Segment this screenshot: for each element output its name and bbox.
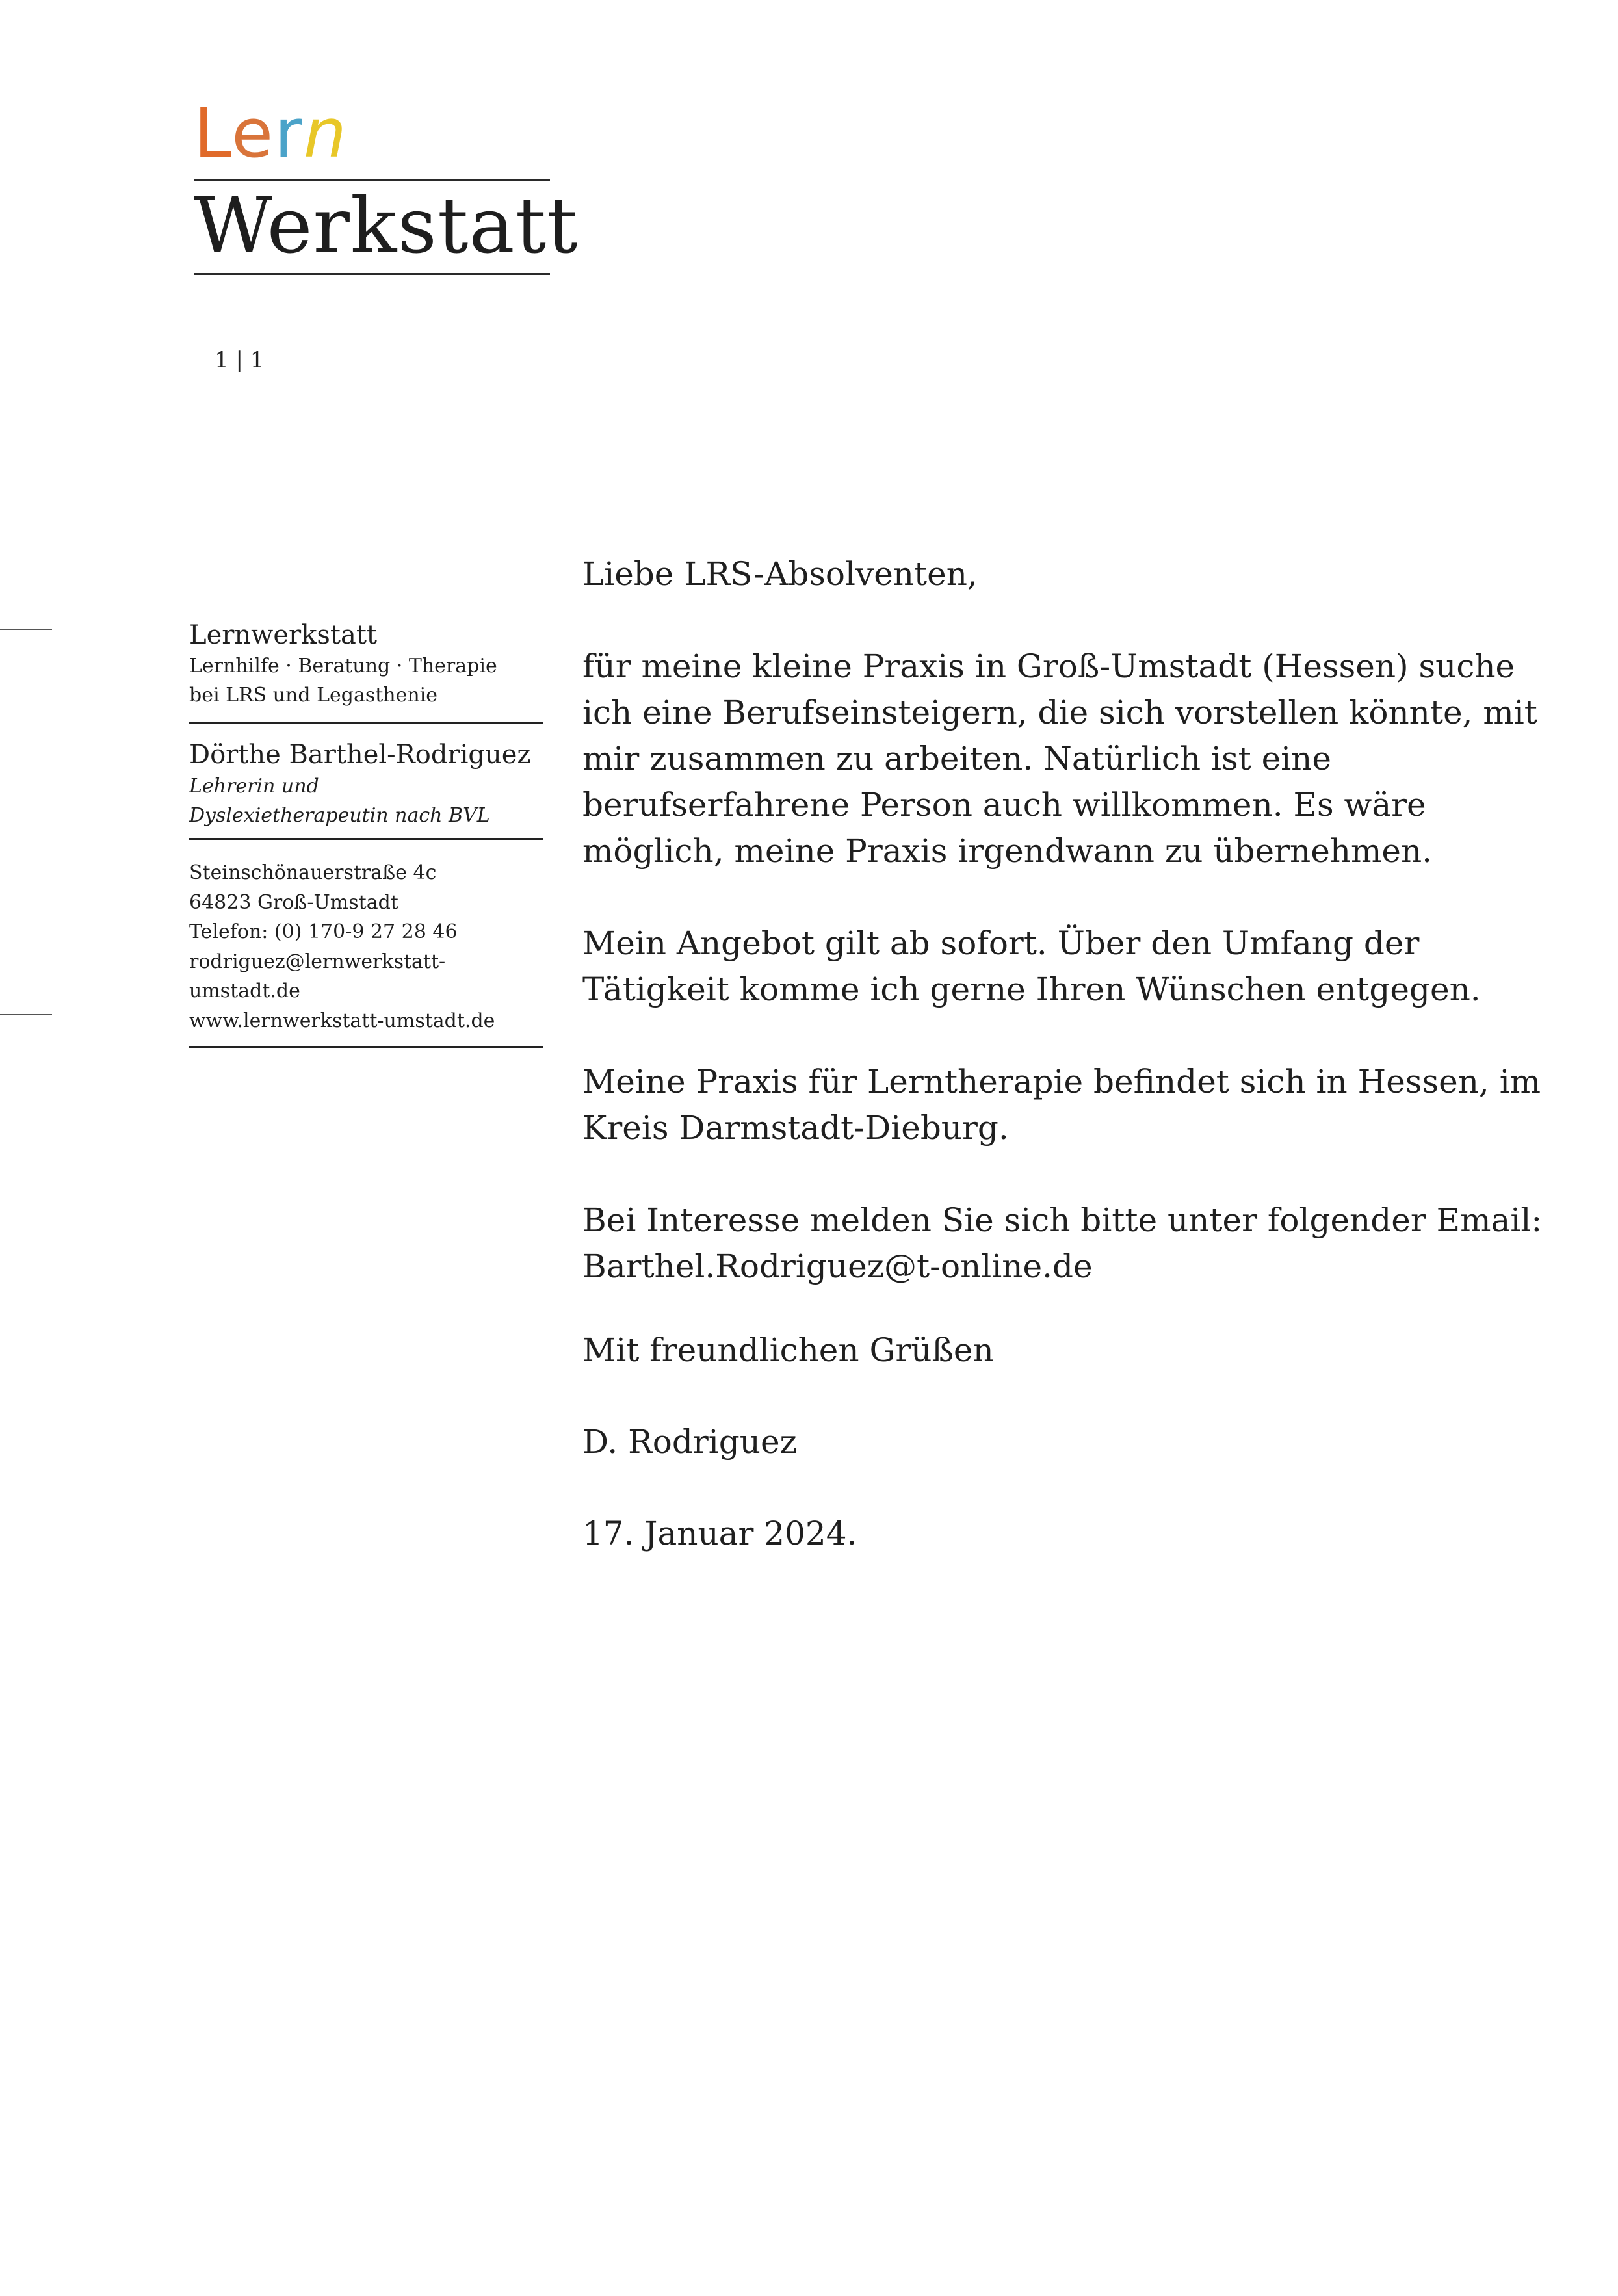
sidebar-phone: Telefon: (0) 170-9 27 28 46 (189, 920, 458, 943)
sidebar-divider-2 (189, 838, 543, 840)
letter-signature: D. Rodriguez (582, 1423, 797, 1461)
logo-letter-r: r (274, 94, 304, 173)
sidebar-address-street: Steinschönauerstraße 4c (189, 861, 437, 884)
page-number: 1 | 1 (215, 347, 265, 373)
sidebar-website[interactable]: www.lernwerkstatt-umstadt.de (189, 1009, 495, 1032)
letter-paragraph-1: für meine kleine Praxis in Groß-Umstadt (Hessen) suche ich eine Berufseinsteigern, die sich vorstellen könnte, mit mir zusammen zu arbeiten. Natürlich ist eine berufserfahrene Person auch willkommen. Es wäre möglich, meine Praxis irgendwann zu übernehmen. (582, 647, 1537, 870)
sidebar-person-title-1: Lehrerin und (189, 775, 319, 798)
sidebar-email[interactable]: rodriguez@lernwerkstatt-umstadt.de (189, 950, 446, 1002)
letter-contact-email[interactable]: Barthel.Rodriguez@t-online.de (582, 1247, 1093, 1285)
logo-letter-l: L (194, 94, 232, 173)
sidebar-person-title-2: Dyslexietherapeutin nach BVL (189, 804, 490, 827)
sidebar-divider-1 (189, 722, 543, 724)
letter-paragraph-2: Mein Angebot gilt ab sofort. Über den Umfang der Tätigkeit komme ich gerne Ihren Wünschen entgegen. (582, 924, 1481, 1008)
letter-date: 17. Januar 2024. (582, 1515, 857, 1552)
fold-mark-bottom (0, 1014, 52, 1015)
fold-mark-top (0, 629, 52, 630)
sidebar-address-city: 64823 Groß-Umstadt (189, 891, 398, 914)
letter-salutation: Liebe LRS-Absolventen, (582, 555, 978, 593)
letter-body (582, 551, 1545, 1557)
letter-closing: Mit freundlichen Grüßen (582, 1331, 994, 1369)
logo-letter-e: e (231, 94, 275, 173)
logo-lern-wordmark (194, 94, 348, 173)
logo-werkstatt-wordmark: Werkstatt (194, 181, 579, 270)
sidebar-org-tagline-2: bei LRS und Legasthenie (189, 684, 438, 707)
sender-sidebar (189, 619, 543, 1048)
sidebar-org-name: Lernwerkstatt (189, 620, 377, 650)
sidebar-divider-3 (189, 1046, 543, 1048)
letter-paragraph-3: Meine Praxis für Lerntherapie befindet sich in Hessen, im Kreis Darmstadt-Dieburg. (582, 1063, 1541, 1147)
sidebar-org-tagline-1: Lernhilfe · Beratung · Therapie (189, 655, 497, 677)
logo-divider-bottom (194, 273, 550, 275)
sidebar-person-name: Dörthe Barthel-Rodriguez (189, 740, 531, 770)
logo-letter-n: n (303, 94, 348, 173)
letter-paragraph-4: Bei Interesse melden Sie sich bitte unter folgender Email: (582, 1201, 1543, 1239)
